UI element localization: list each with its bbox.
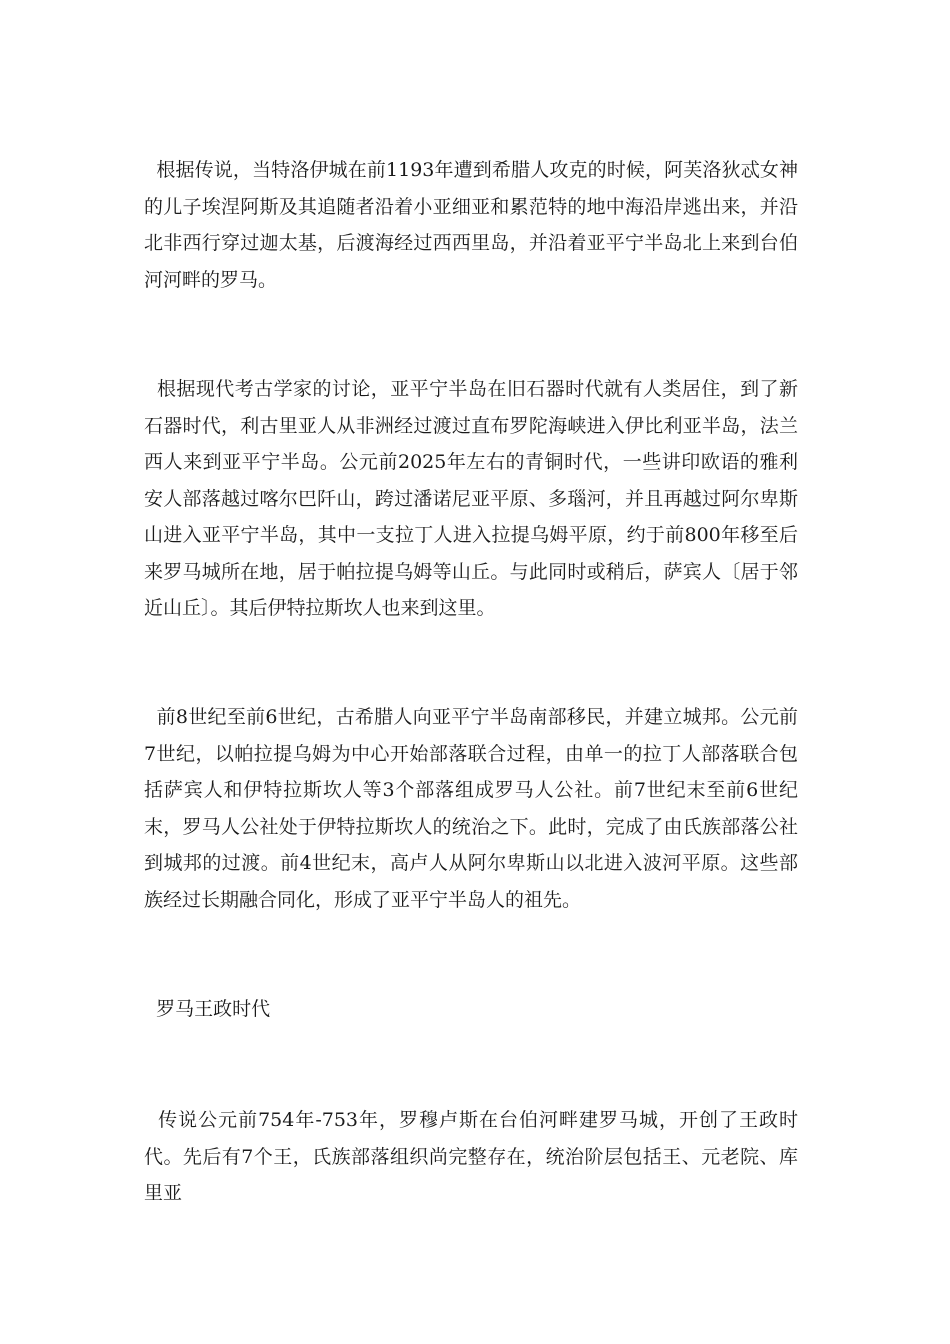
paragraph-romulus: 传说公元前754年-753年，罗穆卢斯在台伯河畔建罗马城，开创了王政时代。先后有7个王，氏族部落组织尚完整存在，统治阶层包括王、元老院、库里亚 — [144, 1109, 798, 1204]
paragraph-legend-aeneas: 根据传说，当特洛伊城在前1193年遭到希腊人攻克的时候，阿芙洛狄忒女神的儿子埃涅阿斯及其追随者沿着小亚细亚和累范特的地中海沿岸逃出来，并沿北非西行穿过迦太基，后渡海经过西西里岛，并沿着亚平宁半岛北上来到台伯河河畔的罗马。 — [144, 159, 798, 291]
section-heading-regal-period: 罗马王政时代 — [144, 998, 271, 1020]
paragraph-archaeology: 根据现代考古学家的讨论，亚平宁半岛在旧石器时代就有人类居住，到了新石器时代，利古里亚人从非洲经过渡过直布罗陀海峡进入伊比利亚半岛，法兰西人来到亚平宁半岛。公元前2025年左右的青铜时代，一些讲印欧语的雅利安人部落越过喀尔巴阡山，跨过潘诺尼亚平原、多瑙河，并且再越过阿尔卑斯山进入亚平宁半岛，其中一支拉丁人进入拉提乌姆平原，约于前800年移至后来罗马城所在地，居于帕拉提乌姆等山丘。与此同时或稍后，萨宾人〔居于邻近山丘〕。其后伊特拉斯坎人也来到这里。 — [144, 378, 798, 619]
paragraph-greek-migration: 前8世纪至前6世纪，古希腊人向亚平宁半岛南部移民，并建立城邦。公元前7世纪，以帕拉提乌姆为中心开始部落联合过程，由单一的拉丁人部落联合包括萨宾人和伊特拉斯坎人等3个部落组成罗马人公社。前7世纪末至前6世纪末，罗马人公社处于伊特拉斯坎人的统治之下。此时，完成了由氏族部落公社到城邦的过渡。前4世纪末，高卢人从阿尔卑斯山以北进入波河平原。这些部族经过长期融合同化，形成了亚平宁半岛人的祖先。 — [144, 706, 798, 911]
